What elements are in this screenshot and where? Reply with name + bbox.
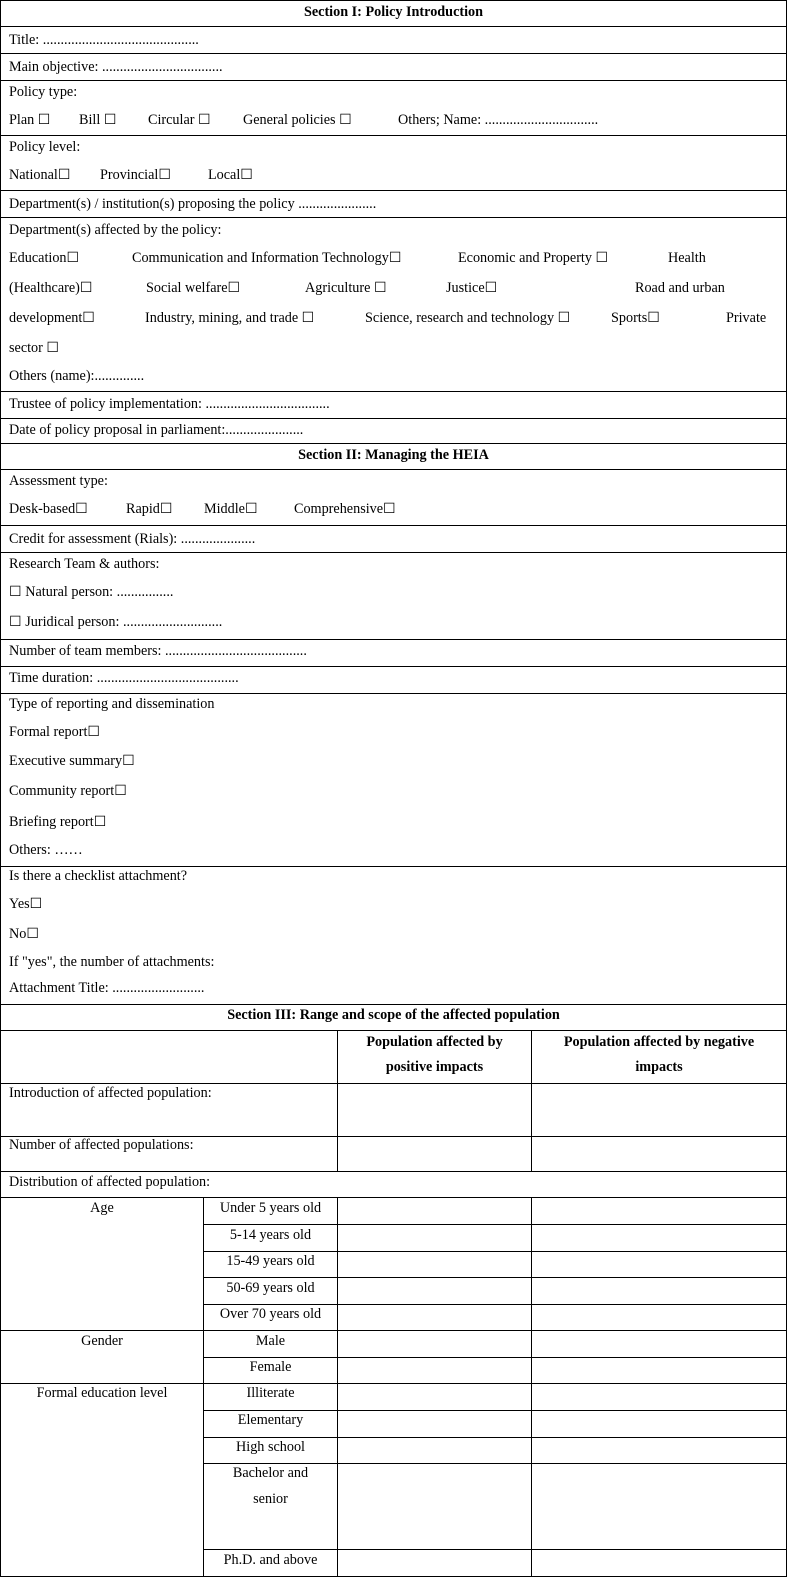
distribution-label: Distribution of affected population: <box>9 1174 211 1190</box>
age-over-70: Over 70 years old <box>219 1306 322 1322</box>
title-row <box>1 27 786 54</box>
main-objective-row <box>1 54 786 81</box>
date-proposal-row <box>1 419 786 444</box>
divider <box>203 1304 786 1305</box>
education-bachelor-line1: Bachelor and <box>232 1465 309 1481</box>
intro-population-label: Introduction of affected population: <box>9 1085 212 1101</box>
research-team-label: Research Team & authors: <box>9 556 160 572</box>
divider <box>337 1197 338 1576</box>
section-3-header <box>1 1005 786 1031</box>
age-15-49: 15-49 years old <box>226 1253 315 1269</box>
date-proposal-field[interactable]: Date of policy proposal in parliament:...................... <box>9 422 304 438</box>
dept-justice[interactable]: Justice☐ <box>446 280 498 296</box>
assessment-comprehensive[interactable]: Comprehensive☐ <box>294 501 396 517</box>
policy-level-national[interactable]: National☐ <box>9 167 71 183</box>
policy-type-general[interactable]: General policies ☐ <box>243 112 352 128</box>
dept-sports[interactable]: Sports☐ <box>611 310 660 326</box>
number-populations-label: Number of affected populations: <box>9 1137 194 1153</box>
report-others[interactable]: Others: …… <box>9 842 83 858</box>
dept-social-welfare[interactable]: Social welfare☐ <box>146 280 241 296</box>
report-community[interactable]: Community report☐ <box>9 783 127 799</box>
time-duration-row <box>1 667 786 694</box>
age-50-69: 50-69 years old <box>226 1280 315 1296</box>
dept-healthcare[interactable]: (Healthcare)☐ <box>9 280 93 296</box>
checklist-label: Is there a checklist attachment? <box>9 868 188 884</box>
dept-communication-it[interactable]: Communication and Information Technology☐ <box>132 250 402 266</box>
policy-level-provincial[interactable]: Provincial☐ <box>100 167 172 183</box>
policy-type-circular[interactable]: Circular ☐ <box>148 112 211 128</box>
population-table <box>1 1031 786 1576</box>
section-2-title: Section II: Managing the HEIA <box>298 447 489 463</box>
education-high-school: High school <box>236 1439 305 1455</box>
section-3-title: Section III: Range and scope of the affected population <box>227 1007 560 1023</box>
reporting-row <box>1 694 786 867</box>
assessment-type-row <box>1 470 786 526</box>
dept-industry[interactable]: Industry, mining, and trade ☐ <box>145 310 315 326</box>
dept-road-urban: Road and urban <box>635 280 725 296</box>
dept-economic-property[interactable]: Economic and Property ☐ <box>458 250 609 266</box>
divider <box>531 1197 532 1576</box>
trustee-field[interactable]: Trustee of policy implementation: ................................... <box>9 396 330 412</box>
education-label: Formal education level <box>36 1385 168 1401</box>
assessment-desk-based[interactable]: Desk-based☐ <box>9 501 88 517</box>
age-5-14: 5-14 years old <box>229 1227 312 1243</box>
main-objective-field[interactable]: Main objective: .................................. <box>9 59 223 75</box>
divider <box>203 1463 786 1464</box>
dept-others[interactable]: Others (name):.............. <box>9 368 145 384</box>
divider <box>203 1549 786 1550</box>
checklist-no[interactable]: No☐ <box>9 926 40 942</box>
divider <box>203 1224 786 1225</box>
divider <box>203 1277 786 1278</box>
age-under-5: Under 5 years old <box>219 1200 322 1216</box>
policy-level-row <box>1 136 786 191</box>
col-header-positive-line2: positive impacts <box>385 1059 484 1075</box>
divider <box>203 1251 786 1252</box>
divider <box>1 1171 786 1172</box>
assessment-type-label: Assessment type: <box>9 473 108 489</box>
team-members-row <box>1 640 786 667</box>
divider <box>203 1410 786 1411</box>
reporting-label: Type of reporting and dissemination <box>9 696 215 712</box>
education-phd: Ph.D. and above <box>223 1552 318 1568</box>
education-bachelor <box>204 1465 337 1508</box>
col-header-negative-line2: impacts <box>635 1059 683 1075</box>
departments-proposing-row <box>1 191 786 218</box>
credit-field[interactable]: Credit for assessment (Rials): ..................... <box>9 531 256 547</box>
team-members-field[interactable]: Number of team members: ........................................ <box>9 643 307 659</box>
gender-male: Male <box>255 1333 286 1349</box>
report-briefing[interactable]: Briefing report☐ <box>9 814 107 830</box>
policy-type-plan[interactable]: Plan ☐ <box>9 112 51 128</box>
policy-type-label: Policy type: <box>9 84 78 100</box>
section-2-header <box>1 444 786 470</box>
col-header-positive <box>338 1034 531 1076</box>
policy-level-local[interactable]: Local☐ <box>208 167 254 183</box>
report-formal[interactable]: Formal report☐ <box>9 724 101 740</box>
col-header-negative <box>532 1034 786 1076</box>
checklist-yes[interactable]: Yes☐ <box>9 896 43 912</box>
assessment-middle[interactable]: Middle☐ <box>204 501 258 517</box>
divider <box>1 1383 786 1384</box>
checklist-row <box>1 867 786 1005</box>
credit-row <box>1 526 786 553</box>
research-team-row <box>1 553 786 640</box>
dept-private-sector[interactable]: sector ☐ <box>9 340 60 356</box>
dept-health: Health <box>668 250 706 266</box>
divider <box>1 1197 786 1198</box>
col-header-positive-line1: Population affected by <box>366 1034 503 1050</box>
dept-development[interactable]: development☐ <box>9 310 95 326</box>
title-field[interactable]: Title: ............................................ <box>9 32 199 48</box>
gender-label: Gender <box>81 1333 123 1349</box>
divider <box>1 1330 786 1331</box>
policy-type-bill[interactable]: Bill ☐ <box>79 112 117 128</box>
policy-level-label: Policy level: <box>9 139 81 155</box>
dept-private: Private <box>726 310 767 326</box>
col-header-negative-line1: Population affected by negative <box>563 1034 755 1050</box>
gender-female: Female <box>249 1359 292 1375</box>
time-duration-field[interactable]: Time duration: ........................................ <box>9 670 239 686</box>
age-label: Age <box>90 1200 114 1216</box>
divider <box>203 1357 786 1358</box>
report-executive-summary[interactable]: Executive summary☐ <box>9 753 135 769</box>
dept-agriculture[interactable]: Agriculture ☐ <box>305 280 387 296</box>
education-illiterate: Illiterate <box>246 1385 295 1401</box>
departments-affected-label: Department(s) affected by the policy: <box>9 222 222 238</box>
attachment-title-field[interactable]: Attachment Title: .......................... <box>9 980 205 996</box>
natural-person-field[interactable]: ☐ Natural person: ................ <box>9 584 174 600</box>
juridical-person-field[interactable]: ☐ Juridical person: ............................ <box>9 614 223 630</box>
policy-type-row <box>1 81 786 136</box>
dept-science[interactable]: Science, research and technology ☐ <box>365 310 571 326</box>
assessment-rapid[interactable]: Rapid☐ <box>126 501 173 517</box>
policy-type-others[interactable]: Others; Name: ................................ <box>398 112 599 128</box>
section-1-title: Section I: Policy Introduction <box>303 4 484 20</box>
divider <box>1 1083 786 1084</box>
section-1-header <box>1 1 786 27</box>
attachments-number-field[interactable]: If "yes", the number of attachments: <box>9 954 215 970</box>
divider <box>203 1437 786 1438</box>
education-bachelor-line2: senior <box>253 1491 288 1507</box>
education-elementary: Elementary <box>237 1412 304 1428</box>
departments-affected-row <box>1 218 786 392</box>
departments-proposing-field[interactable]: Department(s) / institution(s) proposing the policy ...................... <box>9 196 377 212</box>
trustee-row <box>1 392 786 419</box>
dept-education[interactable]: Education☐ <box>9 250 80 266</box>
